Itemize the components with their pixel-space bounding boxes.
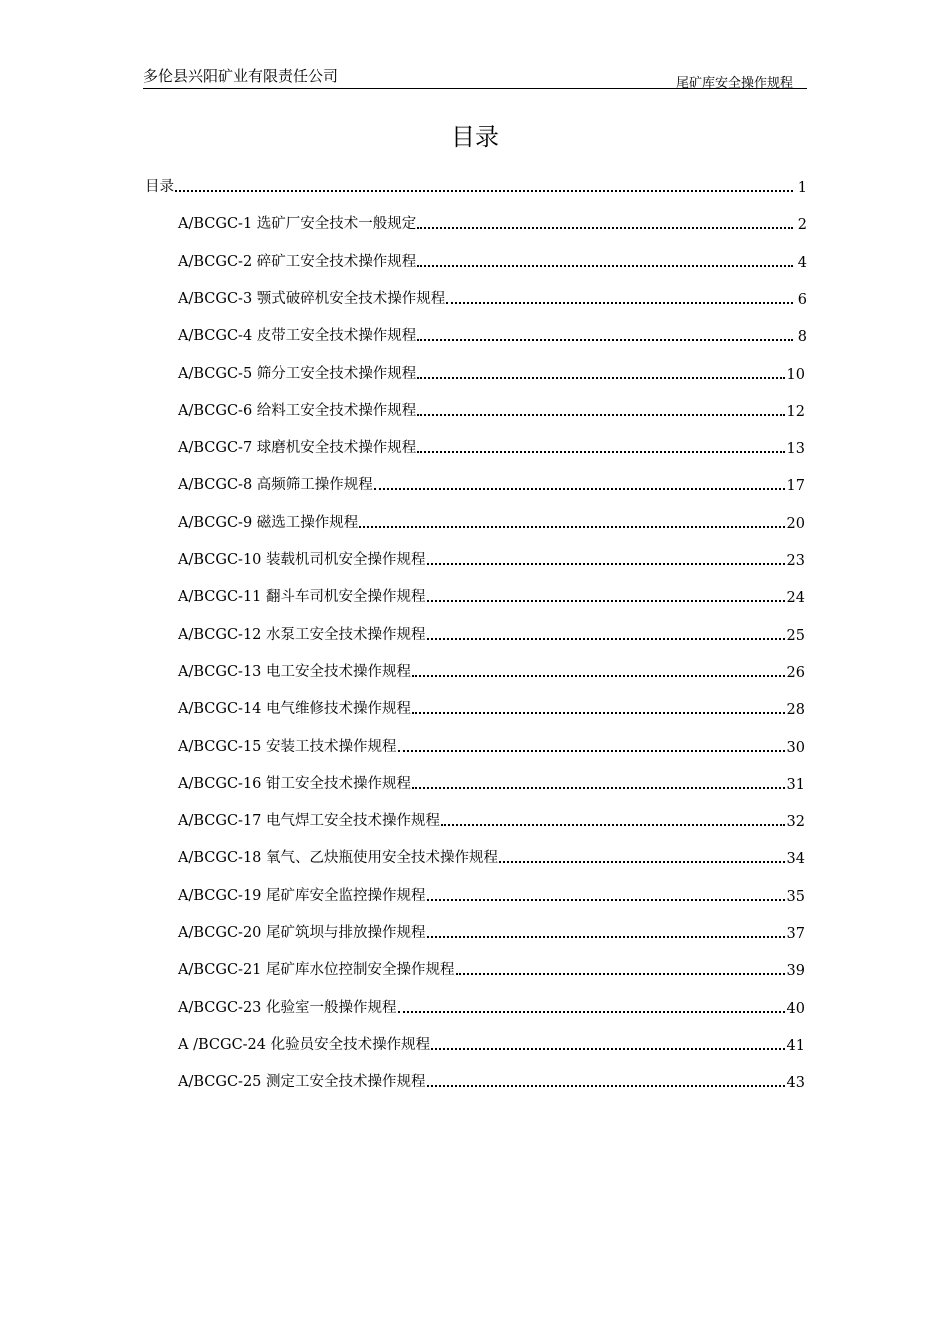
toc-entry-page: 12 <box>786 403 805 420</box>
toc-leader-dots <box>412 712 785 714</box>
toc-leader-dots <box>427 936 785 938</box>
toc-leader-dots <box>359 526 784 528</box>
toc-entry-label: A/BCGC-3 颚式破碎机安全技术操作规程 <box>178 290 446 307</box>
toc-entry-label: A/BCGC-13 电工安全技术操作规程 <box>178 663 412 680</box>
toc-entry-page: 43 <box>786 1075 805 1092</box>
toc-entry-page: 31 <box>786 776 805 793</box>
toc-entry-page: 17 <box>786 478 805 495</box>
toc-leader-dots <box>446 302 793 304</box>
toc-entry-page: 35 <box>786 888 805 905</box>
toc-entry[interactable] <box>178 396 805 420</box>
toc-entry[interactable] <box>178 321 807 345</box>
toc-entry[interactable] <box>178 955 805 979</box>
toc-leader-dots <box>417 227 793 229</box>
toc-entry-label: A/BCGC-16 钳工安全技术操作规程 <box>178 775 412 792</box>
toc-entry-label: A/BCGC-6 给料工安全技术操作规程 <box>178 402 417 419</box>
toc-entry[interactable] <box>178 508 805 532</box>
toc-entry-page: 23 <box>786 553 805 569</box>
toc-entry-label: A/BCGC-5 筛分工安全技术操作规程 <box>178 365 417 382</box>
toc-leader-dots <box>417 377 784 379</box>
toc-entry[interactable] <box>178 582 805 606</box>
toc-entry-page: 26 <box>786 664 805 681</box>
toc-entry[interactable] <box>178 881 805 905</box>
toc-entry[interactable] <box>178 694 805 718</box>
toc-leader-dots <box>417 339 793 341</box>
toc-leader-dots <box>427 638 785 640</box>
toc-entry[interactable] <box>178 284 807 308</box>
toc-entry-page: 32 <box>786 814 805 831</box>
toc-entry-label: A/BCGC-23 化验室一般操作规程 <box>178 999 397 1016</box>
toc-leader-dots <box>175 190 793 192</box>
toc-entry-page: 4 <box>797 254 807 271</box>
toc-entry[interactable] <box>178 806 805 830</box>
toc-entry-label: A/BCGC-8 高频筛工操作规程 <box>178 477 373 494</box>
toc-entry-page: 39 <box>786 963 805 980</box>
toc-entry[interactable] <box>178 918 805 942</box>
toc-entry-page: 20 <box>786 515 805 532</box>
toc-entry-label: A/BCGC-2 碎矿工安全技术操作规程 <box>178 253 417 270</box>
toc-entry-page: 24 <box>786 590 805 607</box>
toc-entry-page: 30 <box>786 739 805 756</box>
toc-leader-dots <box>417 414 784 416</box>
toc-entry-page: 1 <box>797 180 807 196</box>
toc-entry[interactable] <box>178 209 807 233</box>
toc-entry[interactable] <box>145 172 807 196</box>
toc-entry-label: A/BCGC-4 皮带工安全技术操作规程 <box>178 328 417 345</box>
toc-leader-dots <box>417 265 793 267</box>
toc-entry-label: A/BCGC-19 尾矿库安全监控操作规程 <box>178 887 426 904</box>
toc-entry-label: A/BCGC-17 电气焊工安全技术操作规程 <box>178 813 441 830</box>
toc-leader-dots <box>412 675 785 677</box>
toc-leader-dots <box>456 973 785 975</box>
toc-entry-label: A/BCGC-21 尾矿库水位控制安全操作规程 <box>178 962 455 979</box>
toc-entry[interactable] <box>178 769 805 793</box>
toc-entry-label: A/BCGC-11 翻斗车司机安全操作规程 <box>178 589 426 606</box>
toc-entry[interactable] <box>178 993 805 1017</box>
toc-leader-dots <box>441 824 785 826</box>
toc-entry-label: A/BCGC-9 磁选工操作规程 <box>178 514 359 531</box>
toc-leader-dots <box>427 899 785 901</box>
toc-entry-label: A/BCGC-14 电气维修技术操作规程 <box>178 701 412 718</box>
toc-entry-page: 8 <box>797 329 807 346</box>
toc-leader-dots <box>417 451 784 453</box>
toc-entry[interactable] <box>178 359 805 383</box>
toc-entry-label: 目录 <box>145 179 174 195</box>
toc-entry-page: 28 <box>786 702 805 719</box>
toc-entry-page: 25 <box>786 627 805 644</box>
toc-leader-dots <box>398 750 785 752</box>
toc-entry-page: 34 <box>786 851 805 868</box>
toc-leader-dots <box>431 1048 784 1050</box>
toc-entry-label: A/BCGC-18 氧气、乙炔瓶使用安全技术操作规程 <box>178 850 499 867</box>
toc-entry-label: A/BCGC-10 装载机司机安全操作规程 <box>178 552 426 568</box>
toc-leader-dots <box>427 563 785 565</box>
toc-entry[interactable] <box>178 1030 805 1054</box>
toc-leader-dots <box>374 488 785 490</box>
toc-entry-label: A/BCGC-15 安装工技术操作规程 <box>178 738 397 755</box>
toc-entry[interactable] <box>178 843 805 867</box>
page-header <box>143 66 807 89</box>
toc-leader-dots <box>427 600 785 602</box>
header-company: 多伦县兴阳矿业有限责任公司 <box>143 67 339 85</box>
toc-entry[interactable] <box>178 1067 805 1091</box>
toc-entry-page: 41 <box>786 1037 805 1054</box>
toc-entry-label: A/BCGC-20 尾矿筑坝与排放操作规程 <box>178 925 426 941</box>
toc-entry[interactable] <box>178 545 805 569</box>
toc-leader-dots <box>398 1011 785 1013</box>
page-title: 目录 <box>451 123 499 151</box>
toc-entry[interactable] <box>178 657 805 681</box>
toc-entry[interactable] <box>178 470 805 494</box>
toc-entry-label: A/BCGC-12 水泵工安全技术操作规程 <box>178 626 426 643</box>
toc-entry-page: 6 <box>797 291 807 308</box>
toc-entry-page: 40 <box>786 1000 805 1017</box>
toc-leader-dots <box>499 861 785 863</box>
toc-entry-page: 10 <box>786 366 805 383</box>
toc-entry[interactable] <box>178 433 805 457</box>
toc-entry-label: A/BCGC-7 球磨机安全技术操作规程 <box>178 440 417 457</box>
toc-entry[interactable] <box>178 620 805 644</box>
header-doc-title: 尾矿库安全操作规程 <box>675 76 793 91</box>
toc-leader-dots <box>427 1085 785 1087</box>
toc-entry-label: A /BCGC-24 化验员安全技术操作规程 <box>178 1036 431 1053</box>
toc-entry-page: 13 <box>786 441 805 458</box>
toc-entry[interactable] <box>178 732 805 756</box>
toc-leader-dots <box>412 787 785 789</box>
toc-entry-label: A/BCGC-25 测定工安全技术操作规程 <box>178 1074 426 1091</box>
toc-entry-label: A/BCGC-1 选矿厂安全技术一般规定 <box>178 216 417 233</box>
toc-entry[interactable] <box>178 247 807 271</box>
toc-entry-page: 37 <box>786 926 805 942</box>
toc-entry-page: 2 <box>797 217 807 234</box>
